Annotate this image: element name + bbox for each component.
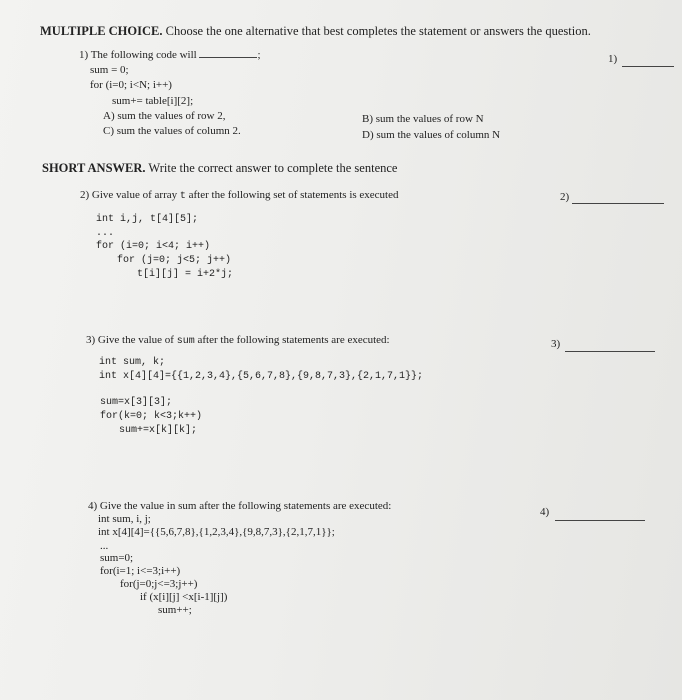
q1-answer-label: 1) xyxy=(608,53,618,65)
q1-prompt: 1) The following code will ; xyxy=(79,49,261,61)
q4-declaration: int x[4][4]={{5,6,7,8},{1,2,3,4},{9,8,7,3},{2,1,7,1}}; xyxy=(98,526,335,538)
q1-option-d: D) sum the values of column N xyxy=(362,129,501,141)
q3-answer-line xyxy=(565,351,655,352)
q3-code-line: sum=x[3][3]; xyxy=(100,397,173,408)
q1-answer-line xyxy=(622,66,674,67)
q2-code-line: int i,j, t[4][5]; xyxy=(96,214,199,225)
q1-option-b: B) sum the values of row N xyxy=(362,113,484,125)
q4-declaration: int sum, i, j; xyxy=(98,513,151,525)
q2-answer-label: 2) xyxy=(560,191,570,203)
q3-answer-label: 3) xyxy=(551,338,561,350)
q1-option-a: A) sum the values of row 2, xyxy=(103,110,226,122)
q2-answer-line xyxy=(572,203,664,204)
q2-code-line: for (i=0; i<4; i++) xyxy=(96,241,211,252)
q3-code-line: sum+=x[k][k]; xyxy=(119,425,198,436)
q3-prompt: 3) Give the value of sum after the following statements are executed: xyxy=(86,334,390,347)
q2-code-line: t[i][j] = i+2*j; xyxy=(137,269,234,280)
short-answer-heading: SHORT ANSWER. Write the correct answer to complete the sentence xyxy=(42,161,398,175)
q1-option-c: C) sum the values of column 2. xyxy=(103,125,241,137)
q2-code-line: for (j=0; j<5; j++) xyxy=(117,255,232,266)
q3-code-line: int sum, k; xyxy=(99,357,166,368)
q1-code-line: for (i=0; i<N; i++) xyxy=(90,79,172,91)
q4-code-line: if (x[i][j] <x[i-1][j]) xyxy=(140,591,228,603)
q3-code-line: for(k=0; k<3;k++) xyxy=(100,411,203,422)
q1-inline-blank xyxy=(199,48,257,58)
q1-code-line: sum+= table[i][2]; xyxy=(112,95,194,107)
q4-code-line: for(i=1; i<=3;i++) xyxy=(100,565,181,577)
q2-prompt: 2) Give value of array t after the following set of statements is executed xyxy=(80,189,399,202)
multiple-choice-heading: MULTIPLE CHOICE. Choose the one alternative that best completes the statement or answers the question. xyxy=(40,24,591,38)
q3-code-line: int x[4][4]={{1,2,3,4},{5,6,7,8},{9,8,7,3},{2,1,7,1}}; xyxy=(99,371,424,382)
q4-code-line: for(j=0;j<=3;j++) xyxy=(120,578,198,590)
q4-prompt: 4) Give the value in sum after the following statements are executed: xyxy=(88,500,392,512)
q4-code-line: sum=0; xyxy=(100,552,134,564)
q4-answer-line xyxy=(555,520,645,521)
q1-code-line: sum = 0; xyxy=(90,64,129,76)
q2-code-line: ... xyxy=(96,228,115,239)
q4-answer-label: 4) xyxy=(540,506,550,518)
q4-code-line: sum++; xyxy=(158,604,192,616)
q4-code-line: ... xyxy=(100,540,109,552)
